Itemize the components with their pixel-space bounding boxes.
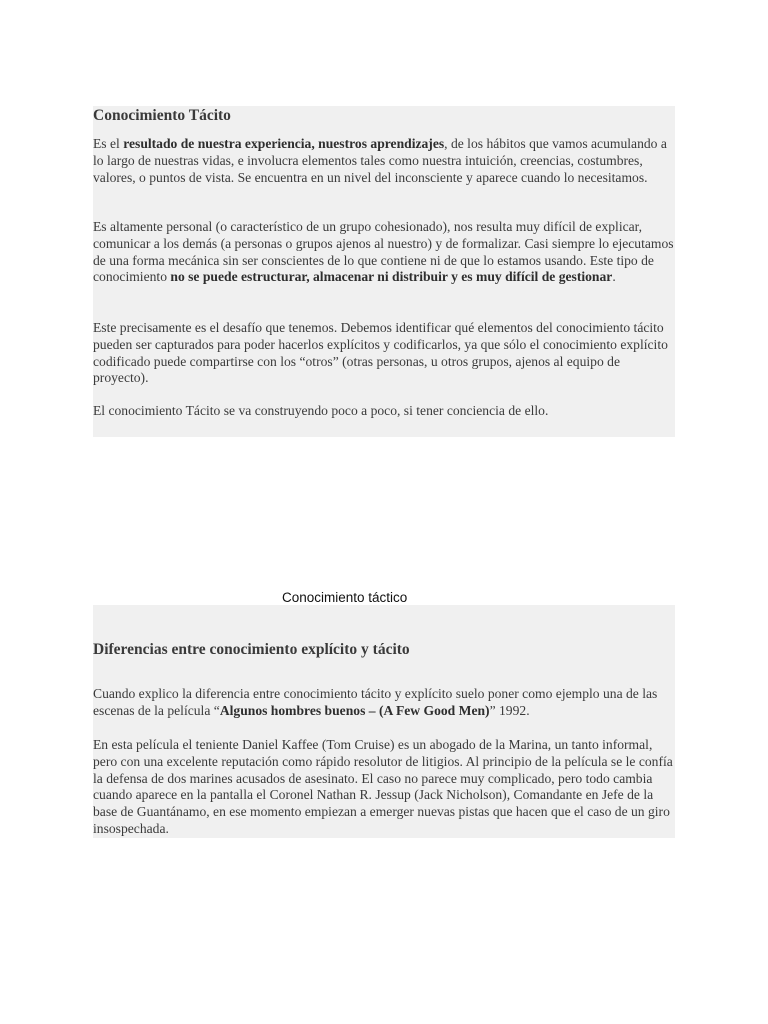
text-run: Es el [93,136,124,151]
bold-text: resultado de nuestra experiencia, nuestros aprendizajes [123,136,445,151]
paragraph-construction: El conocimiento Tácito se va construyendo poco a poco, si tener conciencia de ello. [93,403,549,418]
text-run: . [612,269,616,285]
bold-text: no se puede estructurar, almacenar ni distribuir y es muy difícil de gestionar [170,269,613,285]
text-run: , de los hábitos que vamos acumulando a lo largo de nuestras vidas, e involucra elementos tales como nuestra intuición, creencias, costumbres, valores, o puntos de vista. Se encuentra en un nivel del inconsciente y aparece cuando lo necesitamos. [93,136,667,185]
image-caption: Conocimiento táctico [282,590,408,605]
paragraph-definition [93,136,675,186]
paragraph-personal [93,219,675,286]
section-differences [93,605,675,838]
text-run: ” 1992. [489,702,530,718]
paragraph-challenge: Este precisamente es el desafío que tenemos. Debemos identificar qué elementos del conocimiento tácito pueden ser capturados para poder hacerlos explícitos y codificarlos, ya que sólo el conocimiento explícito codificado puede compartirse con los “otros” (otras personas, u otros grupos, ajenos al equipo de proyecto). [93,320,668,386]
paragraph-example [93,686,675,720]
paragraph-movie-plot: En esta película el teniente Daniel Kaffee (Tom Cruise) es un abogado de la Marina, un tanto informal, pero con una excelente reputación como rápido resolutor de litigios. Al principio de la película se le confía la defensa de dos marines acusados de asesinato. El caso no parece muy complicado, pero todo cambia cuando aparece en la pantalla el Coronel Nathan R. Jessup (Jack Nicholson), Comandante en Jefe de la base de Guantánamo, en ese momento empiezan a emerger nuevas pistas que hacen que el caso de un giro insospechada. [93,737,673,836]
section-title: Conocimiento Tácito [93,107,231,124]
section-title: Diferencias entre conocimiento explícito y tácito [93,641,410,658]
text-run: Es altamente personal (o característico de un grupo cohesionado), nos resulta muy difícil de explicar, comunicar a los demás (a personas o grupos ajenos al nuestro) y de formalizar. Casi siempre lo ejecutamos de una forma mecánica sin ser conscientes de lo que contiene ni de que lo estamos usando. Este tipo de conocimiento [93,219,674,285]
section-tacit-knowledge [93,106,675,437]
text-run: Cuando explico la diferencia entre conocimiento tácito y explícito suelo poner como ejemplo una de las escenas de la película “ [93,686,658,718]
bold-text: Algunos hombres buenos – (A Few Good Men) [219,702,490,718]
